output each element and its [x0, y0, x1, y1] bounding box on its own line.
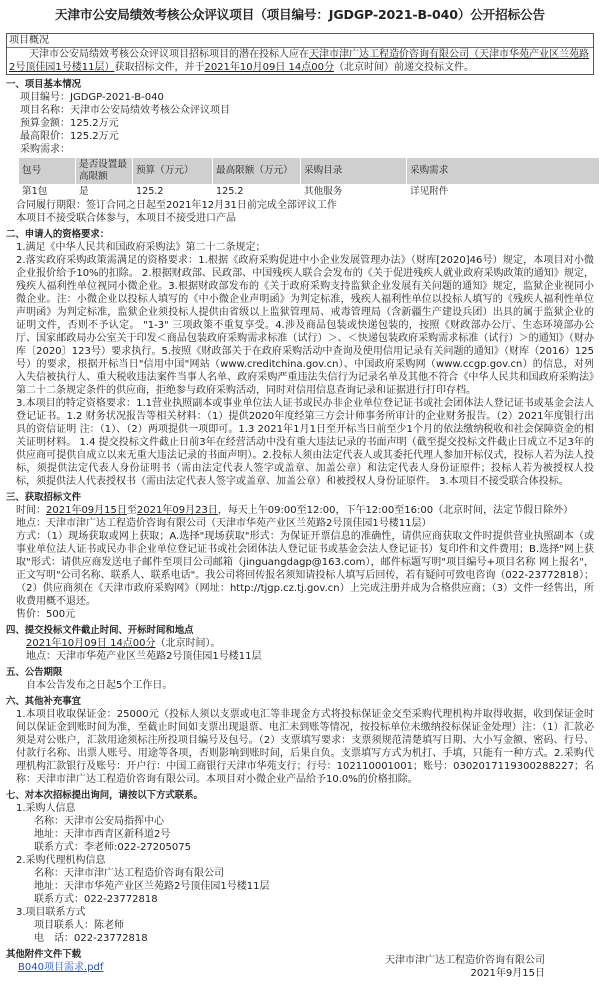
- demand-label: 采购需求：: [20, 144, 70, 155]
- obtain-place: 地点：天津市津广达工程造价咨询有限公司（天津市华苑产业区兰苑路2号顶佳园1号楼11层）: [16, 518, 432, 529]
- overview-text: [7, 47, 593, 74]
- section-deadline-heading: 四、提交投标文件截止时间、开标时间和地点: [6, 625, 194, 636]
- deadline-place: 地点：天津市华苑产业区兰苑路2号顶佳园1号楼11层: [26, 651, 262, 662]
- obtain-method: 方式：（1）现场获取或网上获取；A.选择"现场获取"形式：为保证开票信息的准确性，请供应商获取文件时提供营业执照副本（或事业单位法人证书或民办非企业单位登记证书或社会团体法人登记证书或基金会法人登记证书）复印件和文件费用；B.选择"网上获取"形式：请供应商发送电子邮件至项目公司邮箱（jinguangdagp@163.com），邮件标题写明"项目编号+项目名称 网上报名"，正文写明"公司名称、联系人、联系电话"。我公司将回传报名须知请投标人填写后回传，若有疑问可致电咨询（022-23772818）；（2）供应商须在《天津市政府采购网》（网址：http://tjgp.cz.tj.gov.cn）上完成注册并成为合格供应商；（3）文件一经售出，所收费用概不退还。: [16, 531, 594, 607]
- agent-contact: 联系方式：022-23772818: [34, 894, 158, 905]
- table-header: 采购需求: [407, 158, 600, 185]
- overview-suffix: （北京时间）前递交投标文件。: [333, 62, 474, 73]
- table-header: 采购目录: [301, 158, 407, 185]
- no-combination-note: 本项目不接受联合体参与，本项目不接受进口产品: [16, 213, 236, 224]
- project-no: 项目编号：JGDGP-2021-B-040: [20, 92, 164, 103]
- buyer-contact: 联系方式：李老师:022-27205075: [34, 842, 191, 853]
- deadline-suffix: （北京时间）。: [155, 638, 221, 649]
- budget: 预算金额：125.2万元: [20, 118, 119, 129]
- section-qualification-heading: 二、申请人的资格要求：: [6, 229, 110, 240]
- project-name: 项目名称：天津市公安局绩效考核公众评议项目: [20, 105, 230, 116]
- obtain-date-from: 2021年09月15日: [46, 505, 127, 516]
- table-header: 包号: [19, 158, 76, 185]
- obtain-time-prefix: 时间：: [16, 505, 46, 516]
- buyer-address: 地址：天津市西青区新科道2号: [34, 829, 171, 840]
- buyer-name: 名称：天津市公安局指挥中心: [34, 816, 164, 827]
- table-header: 最高限额（万元）: [213, 158, 301, 185]
- table-header-row: [19, 158, 600, 185]
- signature-date: 2021年9月15日: [470, 968, 545, 979]
- obtain-time: [6, 504, 594, 517]
- table-header: 是否设置最高限额: [76, 158, 133, 185]
- attachment-link[interactable]: B040项目需求.pdf: [18, 962, 104, 973]
- signature-block: [385, 954, 545, 980]
- qualification-p1: 1.满足《中华人民共和国政府采购法》第二十二条规定；: [16, 242, 266, 253]
- deadline-time: [6, 637, 594, 650]
- section-basic-heading: 一、项目基本情况: [6, 79, 82, 90]
- contract-period: 合同履行期限：签订合同之日起至2021年12月31日前完成全部评议工作: [16, 200, 337, 211]
- project-contact-person: 项目联系人：陈老师: [34, 920, 124, 931]
- overview-mid: 获取招标文件，并于: [114, 62, 205, 73]
- table-cell: 详见附件: [407, 185, 600, 199]
- agent-address: 地址：天津市华苑产业区兰苑路2号顶佳园1号楼11层: [34, 881, 270, 892]
- table-cell: 第1包: [19, 185, 76, 199]
- table-cell: 是: [76, 185, 133, 199]
- obtain-to: 至: [126, 505, 137, 516]
- max-limit: 最高限价：125.2万元: [20, 131, 119, 142]
- obtain-price: 售价：500元: [16, 609, 76, 620]
- announcement-page: [0, 7, 600, 992]
- attachments-heading: 其他附件文件下载: [6, 949, 82, 960]
- package-table: [18, 157, 600, 199]
- section-other-heading: 六、其他补充事宜: [6, 696, 82, 707]
- signature-org: 天津市津广达工程造价咨询有限公司: [385, 955, 545, 966]
- table-header: 预算（万元）: [133, 158, 213, 185]
- qualification-p3: 3.本项目的特定资格要求：1.1营业执照副本或事业单位法人证书或民办非企业单位登记证书或社会团体法人登记证书或基金会法人登记证书。1.2 财务状况报告等相关材料：（1）提供2020年度经第三方会计师事务所审计的企业财务报告。（2）2021年度银行出具的资信证明 注：（1）、（2）两项提供一项即可。1.3 2021年1月1日至开标当日前至少1个月的依法缴纳税收和社会保障资金的相关证明材料。 1.4 提交投标文件截止日前3年在经营活动中没有重大违法记录的书面声明（截至提交投标文件截止日成立不足3年的供应商可提供自成立以来无重大违法记录的书面声明）。2.投标人须由法定代表人或其委托代理人参加开标仪式，投标人若为法人投标，须提供法定代表人身份证明书（需由法定代表人签字或盖章、加盖公章）和法定代表人身份证原件；投标人若为被授权人投标，须提供法人代表授权书（需由法定代表人签字或盖章、加盖公章）和被授权人身份证原件。 3.本项目不接受联合体投标。: [16, 398, 594, 487]
- agent-title: 2.采购代理机构信息: [16, 855, 106, 866]
- project-contact-phone: 电 话：022-23772818: [34, 933, 148, 944]
- overview-label: 项目概况: [9, 35, 49, 46]
- buyer-title: 1.采购人信息: [16, 803, 76, 814]
- obtain-date-to: 2021年09月23日: [136, 505, 218, 516]
- section-period-heading: 五、公告期限: [6, 667, 63, 678]
- page-title: 天津市公安局绩效考核公众评议项目（项目编号：JGDGP-2021-B-040）公开招标公告: [55, 7, 545, 22]
- deadline-datetime: 2021年10月09日 14点00分: [26, 638, 156, 649]
- period-text: 自本公告发布之日起5个工作日。: [26, 680, 173, 691]
- table-cell: 125.2: [133, 185, 213, 199]
- section-obtain-heading: 三、获取招标文件: [6, 492, 82, 503]
- other-text: 1.本项目收取保证金：25000元（投标人须以支票或电汇等非现金方式将投标保证金交至采购代理机构并取得收据，收到保证金时间以保证金到账时间为准，至截止时间如支票出现退票、电汇未到账等情况，按投标单位未缴纳投标保证金处理）注：（1）汇款必须是对公账户，汇款用途须标注所投项目编号及包号。（2）支票填写要求：支票须规范清楚填写日期、大小写金额、密码、行号、付款行名称、出票人账号、用途等各项，否则影响到账时间，后果自负。支票填写方式为机打、手填，只能有一种方式。2.采购代理机构汇款银行及账号：开户行：中国工商银行天津市华苑支行；行号：102110001001；账号：0302017119300288227；名称：天津市津广达工程造价咨询有限公司。本项目对小微企业产品给予10.0%的价格扣除。: [16, 709, 594, 785]
- agent-name: 名称：天津市津广达工程造价咨询有限公司: [34, 868, 224, 879]
- project-contact-title: 3.项目联系方式: [16, 907, 86, 918]
- overview-box: [6, 33, 594, 75]
- section-contact-heading: 七、对本次招标提出询问，请按以下方式联系。: [6, 790, 203, 801]
- overview-get-place: 天津市津广达工程造价咨询有限公司（天津市华苑产业区兰苑路2号顶佳园1号楼11层）: [9, 49, 589, 73]
- obtain-time-suffix: ，每天上午09:00至12:00，下午12:00至16:00（北京时间，法定节假日除外）: [217, 505, 574, 516]
- table-cell: 125.2: [213, 185, 301, 199]
- qualification-p2: 2.落实政府采购政策需满足的资格要求：1.根据《政府采购促进中小企业发展管理办法》（财库[2020]46号）规定，本项目对小微企业报价给予10%的扣除。 2.根据财政部、民政部、中国残疾人联合会发布的《关于促进残疾人就业政府采购政策的通知》规定，残疾人福利性单位视同小微企业。3.根据财政部发布的《关于政府采购支持监狱企业发展有关问题的通知》规定，监狱企业视同小微企业。注：小微企业以投标人填写的《中小微企业声明函》为判定标准，残疾人福利性单位以投标人填写的《残疾人福利性单位声明函》为判定标准，监狱企业须投标人提供由省级以上监狱管理局、戒毒管理局（含新疆生产建设兵团）出具的属于监狱企业的证明文件，否则不予认定。 "1-3" 三项政策不重复享受。4.涉及商品包装或快递包装的，按照《财政部办公厅、生态环境部办公厅、国家邮政局办公室关于印发＜商品包装政府采购需求标准（试行）＞、＜快递包装政府采购需求标准（试行）＞的通知》（财办库〔2020〕123号）要求执行。5.按照《财政部关于在政府采购活动中查询及使用信用记录有关问题的通知》（财库（2016）125号）的要求，根据开标当日"信用中国"网站（www.creditchina.gov.cn）、中国政府采购网（www.ccgp.gov.cn）的信息，对列入失信被执行人、重大税收违法案件当事人名单、政府采购严重违法失信行为记录名单及其他不符合《中华人民共和国政府采购法》第二十二条规定条件的供应商，拒绝参与政府采购活动，同时对信用信息查询记录和证据进行打印存档。: [16, 255, 594, 396]
- overview-prefix: 天津市公安局绩效考核公众评议项目招标项目的潜在投标人应在: [29, 49, 309, 60]
- overview-deadline: 2021年10月09日 14点00分: [204, 62, 334, 73]
- table-cell: 其他服务: [301, 185, 407, 199]
- table-row: [19, 185, 600, 199]
